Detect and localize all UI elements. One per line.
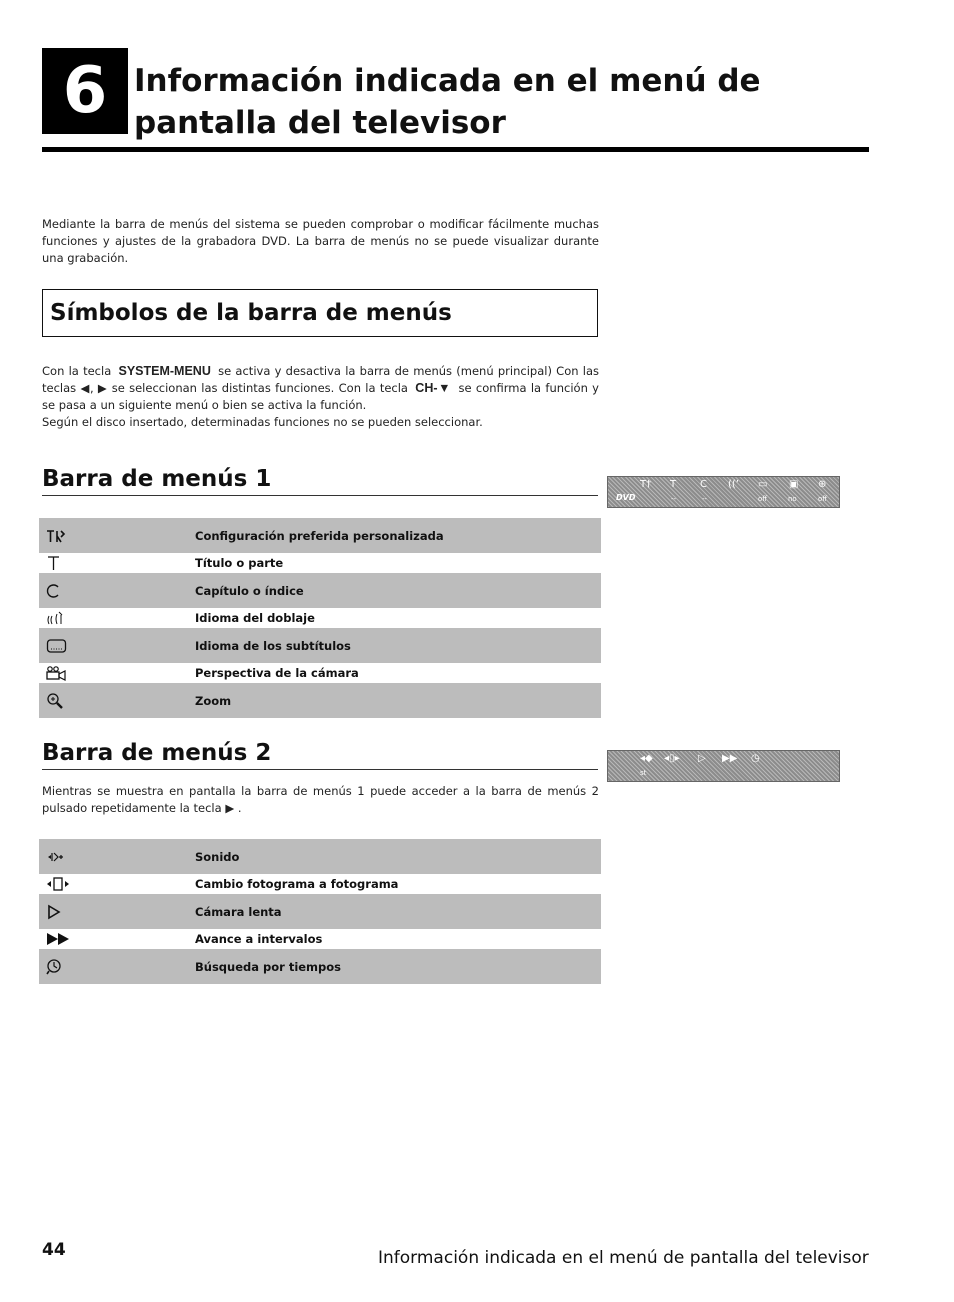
osd-value: no (788, 495, 797, 503)
osd-forward-icon: ▶▶ (722, 753, 738, 764)
chapter-number: 6 (42, 48, 128, 134)
table-row: Cambio fotograma a fotograma (39, 874, 601, 894)
osd-value: -- (702, 495, 708, 503)
bar2-paragraph: Mientras se muestra en pantalla la barra de menús 1 puede acceder a la barra de menús 2 pulsado repetidamente la tecla ▶ . (42, 784, 599, 815)
intro-paragraph: Mediante la barra de menús del sistema se pueden comprobar o modificar fácilmente muchas funciones y ajustes de la grabadora DVD. La barra de menús no se puede visualizar durante una grabación. (42, 217, 599, 265)
running-footer: Información indicada en el menú de pantalla del televisor (378, 1248, 869, 1268)
osd-zoom-icon: ⊕ (818, 479, 827, 490)
frame-step-icon (39, 876, 195, 892)
fast-forward-icon (39, 931, 195, 947)
osd-title-icon: T (670, 479, 677, 490)
osd-dvd-logo: DVD (616, 493, 636, 502)
osd-subtitle-icon: ▭ (758, 479, 768, 490)
symbols-heading: Símbolos de la barra de menús (42, 289, 598, 337)
osd-time-icon: ◷ (751, 753, 760, 764)
table-row: Configuración preferida personalizada (39, 518, 601, 553)
table-row: Capítulo o índice (39, 573, 601, 608)
camera-angle-icon (39, 665, 195, 681)
page-number: 44 (42, 1240, 66, 1260)
left-arrow-icon: ◀ (80, 381, 90, 395)
osd-chapter-icon: C (700, 479, 707, 490)
bar1-osd-preview (607, 476, 840, 508)
zoom-icon (39, 693, 195, 709)
table-row: Búsqueda por tiempos (39, 949, 601, 984)
user-settings-icon (39, 528, 195, 544)
osd-user-icon: T† (640, 479, 652, 490)
right-arrow-icon: ▶ (225, 801, 235, 815)
osd-angle-icon: ▣ (789, 479, 799, 490)
audio-language-icon (39, 610, 195, 626)
table-row: Idioma de los subtítulos (39, 628, 601, 663)
chapter-title-line1: Información indicada en el menú de (134, 63, 761, 99)
symbols-paragraph: Con la tecla SYSTEM-MENU se activa y desactiva la barra de menús (menú principal) Con las teclas ◀, ▶ se seleccionan las distintas funciones. Con la tecla CH-▼ se confirma la función y se pasa a un siguiente menú o bien se activa la función. Según el disco insertado, determinadas funciones no se pueden seleccionar. (42, 364, 600, 429)
table-row: Sonido (39, 839, 601, 874)
table-row: Idioma del doblaje (39, 608, 601, 628)
osd-sound-icon: ◂◆ (640, 753, 653, 764)
slow-motion-icon (39, 904, 195, 920)
bar2-heading: Barra de menús 2 (42, 740, 272, 766)
subtitle-icon (39, 638, 195, 654)
osd-value: -- (671, 495, 677, 503)
chapter-rule (42, 147, 869, 152)
system-menu-key: SYSTEM-MENU (118, 364, 211, 378)
time-search-icon (39, 959, 195, 975)
chapter-title-line2: pantalla del televisor (134, 105, 506, 141)
osd-frame-icon: ◂▯▸ (664, 753, 680, 764)
bar1-rule (42, 495, 598, 496)
osd-value: off (818, 495, 828, 503)
osd-audio-icon: ((’ (728, 479, 739, 490)
title-icon (39, 555, 195, 571)
bar1-table (39, 518, 601, 718)
osd-slow-icon: ▷ (698, 753, 706, 764)
osd-value: st (640, 769, 647, 777)
chapter-icon (39, 583, 195, 599)
sound-icon (39, 849, 195, 865)
bar1-heading: Barra de menús 1 (42, 466, 272, 492)
bar2-rule (42, 769, 598, 770)
osd-value: off (758, 495, 768, 503)
chapter-title (134, 60, 854, 144)
table-row: Avance a intervalos (39, 929, 601, 949)
bar2-osd-preview (607, 750, 840, 782)
down-arrow-icon: ▼ (437, 381, 452, 395)
table-row: Título o parte (39, 553, 601, 573)
table-row: Perspectiva de la cámara (39, 663, 601, 683)
bar2-table (39, 839, 601, 984)
ch-minus-key: CH-▼ (415, 381, 452, 395)
right-arrow-icon: ▶ (97, 381, 108, 395)
table-row: Zoom (39, 683, 601, 718)
table-row: Cámara lenta (39, 894, 601, 929)
